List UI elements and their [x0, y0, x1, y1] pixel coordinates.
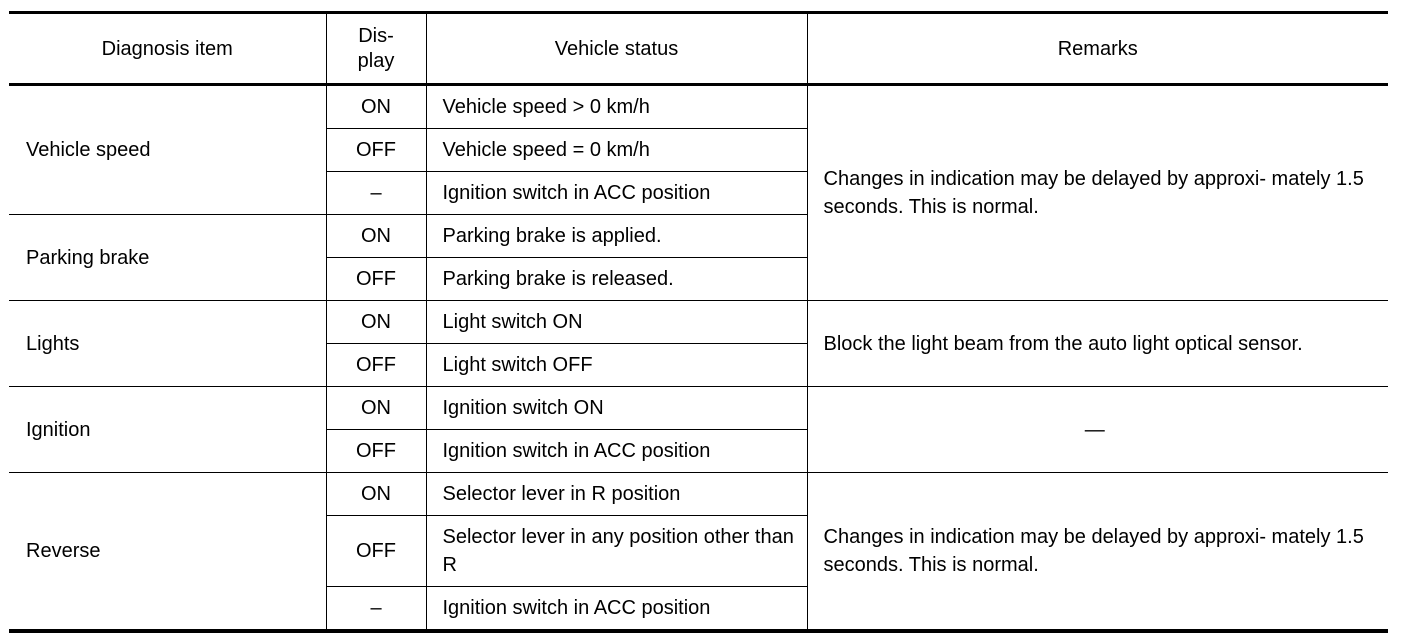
display-value: ON [326, 301, 426, 344]
header-display-line2: play [357, 49, 395, 72]
table-row [9, 85, 1388, 129]
item-parking-brake: Parking brake [9, 215, 326, 301]
remark-none: — [807, 387, 1388, 473]
display-value: OFF [326, 258, 426, 301]
status-text: Parking brake is released. [426, 258, 807, 301]
table-row [9, 387, 1388, 430]
item-vehicle-speed: Vehicle speed [26, 139, 151, 161]
status-text: Vehicle speed > 0 km/h [426, 85, 807, 129]
status-text: Ignition switch in ACC position [426, 587, 807, 632]
status-text: Light switch OFF [426, 344, 807, 387]
remark-delay-reverse: Changes in indication may be delayed by approxi- mately 1.5 seconds. This is normal. [807, 473, 1388, 632]
header-row [9, 13, 1388, 85]
status-text: Ignition switch ON [426, 387, 807, 430]
display-value: ON [326, 387, 426, 430]
remark-delay: Changes in indication may be delayed by approxi- mately 1.5 seconds. This is normal. [807, 85, 1388, 301]
header-diagnosis-item: Diagnosis item [9, 13, 326, 85]
display-value: OFF [326, 344, 426, 387]
status-text: Selector lever in R position [426, 473, 807, 516]
remark-light-beam: Block the light beam from the auto light optical sensor. [807, 301, 1388, 387]
diagnosis-table [9, 11, 1388, 633]
display-value: OFF [326, 516, 426, 587]
display-value: – [326, 172, 426, 215]
item-ignition: Ignition [9, 387, 326, 473]
display-value: ON [326, 473, 426, 516]
header-remarks: Remarks [807, 13, 1388, 85]
display-value: ON [326, 215, 426, 258]
table-row [9, 473, 1388, 516]
status-text: Ignition switch in ACC position [426, 430, 807, 473]
display-value: OFF [326, 129, 426, 172]
status-text: Light switch ON [426, 301, 807, 344]
status-text: Ignition switch in ACC position [426, 172, 807, 215]
display-value: – [326, 587, 426, 632]
item-lights: Lights [9, 301, 326, 387]
display-value: ON [326, 85, 426, 129]
header-vehicle-status: Vehicle status [426, 13, 807, 85]
header-display [326, 13, 426, 85]
header-display-line1: Dis- [358, 24, 394, 47]
display-value: OFF [326, 430, 426, 473]
status-text: Selector lever in any position other than R [426, 516, 807, 587]
status-text: Vehicle speed = 0 km/h [426, 129, 807, 172]
status-text: Parking brake is applied. [426, 215, 807, 258]
item-reverse: Reverse [9, 473, 326, 632]
table-row [9, 301, 1388, 344]
